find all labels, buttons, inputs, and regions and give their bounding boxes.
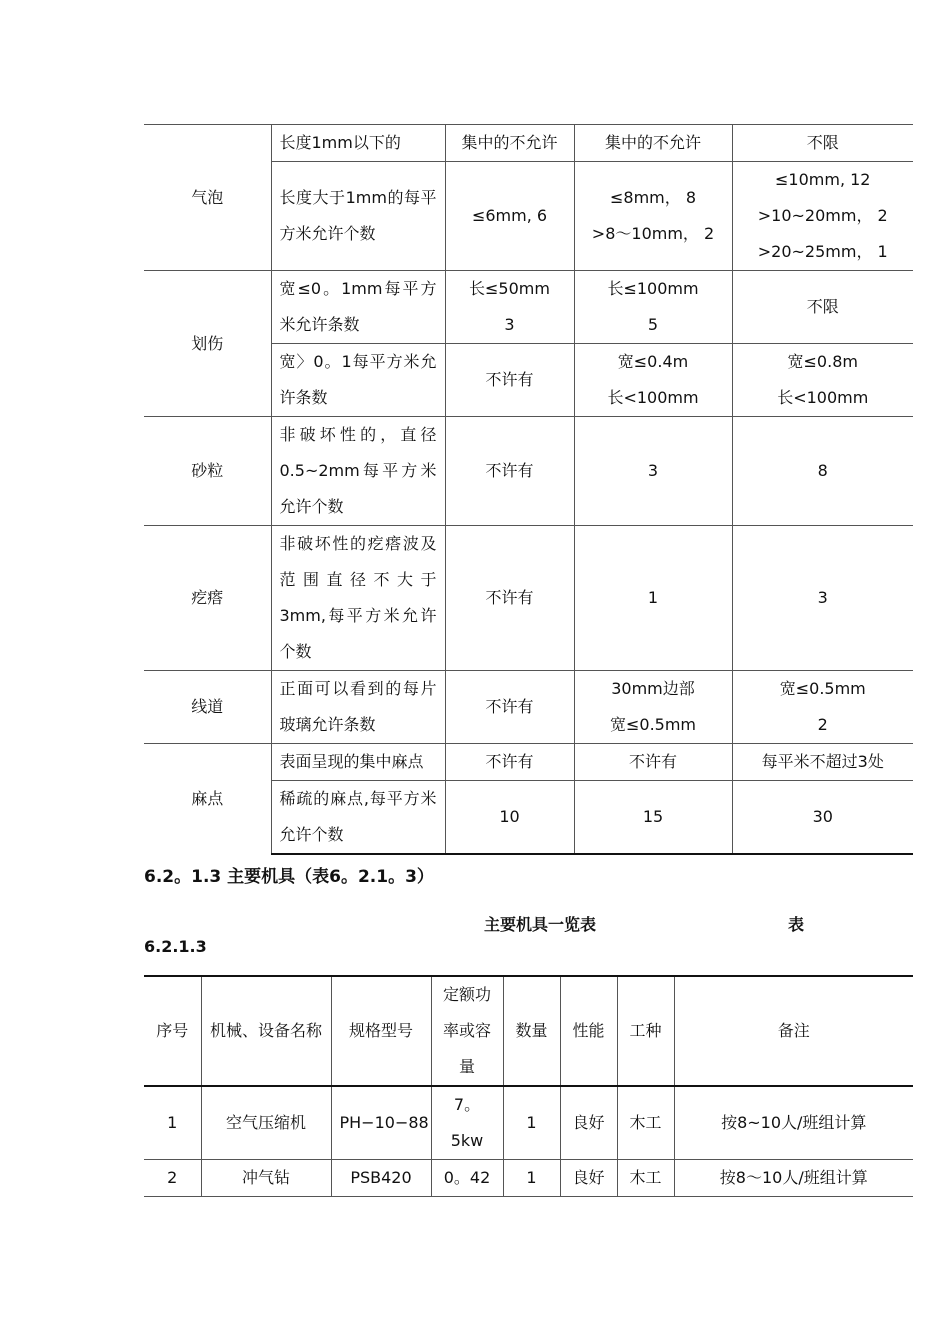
table-cell: 8 xyxy=(732,417,913,526)
table-caption: 主要机具一览表 xyxy=(484,915,597,934)
row-label-scratch: 划伤 xyxy=(144,271,271,417)
table-cell xyxy=(574,671,732,744)
table-cell xyxy=(574,162,732,271)
table-cell xyxy=(445,271,574,344)
table-cell: ≤6mm, 6 xyxy=(445,162,574,271)
cell-line: 宽≤0.5mm xyxy=(609,715,697,734)
defect-description: 非破坏性的疙瘩波及范围直径不大于3mm,每平方米允许个数 xyxy=(271,526,445,671)
column-header: 工种 xyxy=(617,976,674,1086)
table-cell: 15 xyxy=(574,781,732,855)
table-row xyxy=(144,1086,913,1160)
table-cell: 不许有 xyxy=(445,671,574,744)
machines-table xyxy=(144,975,913,1197)
table-cell: 1 xyxy=(503,1160,560,1197)
table-cell: 每平米不超过3处 xyxy=(732,744,913,781)
table-row xyxy=(144,271,913,344)
column-header: 备注 xyxy=(674,976,913,1086)
table-row xyxy=(144,125,913,162)
table-cell: 3 xyxy=(732,526,913,671)
table-row xyxy=(144,671,913,744)
table-row xyxy=(144,526,913,671)
table-cell: 不许有 xyxy=(445,344,574,417)
column-header: 规格型号 xyxy=(331,976,431,1086)
defect-description: 宽≤0。1mm每平方米允许条数 xyxy=(271,271,445,344)
table-cell: 冲气钻 xyxy=(201,1160,331,1197)
column-header: 机械、设备名称 xyxy=(201,976,331,1086)
cell-line: >8～10mm， 2 xyxy=(591,224,715,243)
row-label-line: 线道 xyxy=(144,671,271,744)
table-cell xyxy=(732,162,913,271)
table-cell xyxy=(574,344,732,417)
cell-line: >10~20mm， 2 xyxy=(757,206,888,225)
cell-line: 长≤50mm xyxy=(469,279,550,298)
row-label-pit: 麻点 xyxy=(144,744,271,855)
table-cell: PSB420 xyxy=(331,1160,431,1197)
table-header-row xyxy=(144,976,913,1086)
cell-line: 长<100mm xyxy=(777,388,869,407)
table-cell xyxy=(574,271,732,344)
table-cell: 不限 xyxy=(732,271,913,344)
row-label-bubble: 气泡 xyxy=(144,125,271,271)
table-cell: 不许有 xyxy=(445,744,574,781)
cell-line: 宽≤0.8m xyxy=(787,352,858,371)
table-row xyxy=(144,1160,913,1197)
cell-line: 宽≤0.4m xyxy=(617,352,689,371)
table-cell: 不许有 xyxy=(445,417,574,526)
table-cell: 1 xyxy=(574,526,732,671)
defect-description: 表面呈现的集中麻点 xyxy=(271,744,445,781)
table-cell: 良好 xyxy=(560,1086,617,1160)
table-row xyxy=(144,417,913,526)
table-cell: 空气压缩机 xyxy=(201,1086,331,1160)
cell-line: 5 xyxy=(647,315,659,334)
table-row xyxy=(144,744,913,781)
cell-line: ≤10mm, 12 xyxy=(775,170,871,189)
table-cell: 2 xyxy=(144,1160,201,1197)
cell-line: 长≤100mm xyxy=(607,279,699,298)
cell-line: 2 xyxy=(817,715,828,734)
cell-line: ≤8mm， 8 xyxy=(609,188,697,207)
defect-standards-table xyxy=(144,124,913,855)
table-cell: 0。42 xyxy=(431,1160,503,1197)
table-cell: 按8～10人/班组计算 xyxy=(674,1160,913,1197)
section-title: 6.2。1.3 主要机具（表6。2.1。3） xyxy=(144,867,434,887)
cell-line: >20~25mm， 1 xyxy=(757,242,888,261)
cell-line: 宽≤0.5mm xyxy=(779,679,866,698)
table-cell: 1 xyxy=(144,1086,201,1160)
table-cell: 1 xyxy=(503,1086,560,1160)
table-cell: PH−10−88 xyxy=(331,1086,431,1160)
table-cell: 集中的不允许 xyxy=(574,125,732,162)
cell-line: 3 xyxy=(504,315,515,334)
table-cell: 木工 xyxy=(617,1086,674,1160)
table-caption-label: 表 xyxy=(788,915,805,934)
column-header: 序号 xyxy=(144,976,201,1086)
defect-description: 长度大于1mm的每平方米允许个数 xyxy=(271,162,445,271)
defect-description: 宽〉0。1每平方米允许条数 xyxy=(271,344,445,417)
table-cell: 不许有 xyxy=(445,526,574,671)
table-cell: 按8~10人/班组计算 xyxy=(674,1086,913,1160)
defect-description: 稀疏的麻点,每平方米允许个数 xyxy=(271,781,445,855)
row-label-lump: 疙瘩 xyxy=(144,526,271,671)
table-cell: 良好 xyxy=(560,1160,617,1197)
table-cell: 集中的不允许 xyxy=(445,125,574,162)
column-header: 定额功率或容量 xyxy=(431,976,503,1086)
row-label-sand: 砂粒 xyxy=(144,417,271,526)
cell-line: 长<100mm xyxy=(607,388,699,407)
table-cell xyxy=(732,671,913,744)
column-header: 数量 xyxy=(503,976,560,1086)
table-caption-number: 6.2.1.3 xyxy=(144,937,207,956)
defect-description: 长度1mm以下的 xyxy=(271,125,445,162)
table-cell: 7。5kw xyxy=(431,1086,503,1160)
table-cell xyxy=(732,344,913,417)
table-cell: 不限 xyxy=(732,125,913,162)
column-header: 性能 xyxy=(560,976,617,1086)
table-cell: 木工 xyxy=(617,1160,674,1197)
table-cell: 3 xyxy=(574,417,732,526)
defect-description: 正面可以看到的每片玻璃允许条数 xyxy=(271,671,445,744)
defect-description: 非破坏性的，直径0.5~2mm每平方米允许个数 xyxy=(271,417,445,526)
cell-line: 30mm边部 xyxy=(611,679,695,698)
table-cell: 30 xyxy=(732,781,913,855)
table-cell: 不许有 xyxy=(574,744,732,781)
table-cell: 10 xyxy=(445,781,574,855)
